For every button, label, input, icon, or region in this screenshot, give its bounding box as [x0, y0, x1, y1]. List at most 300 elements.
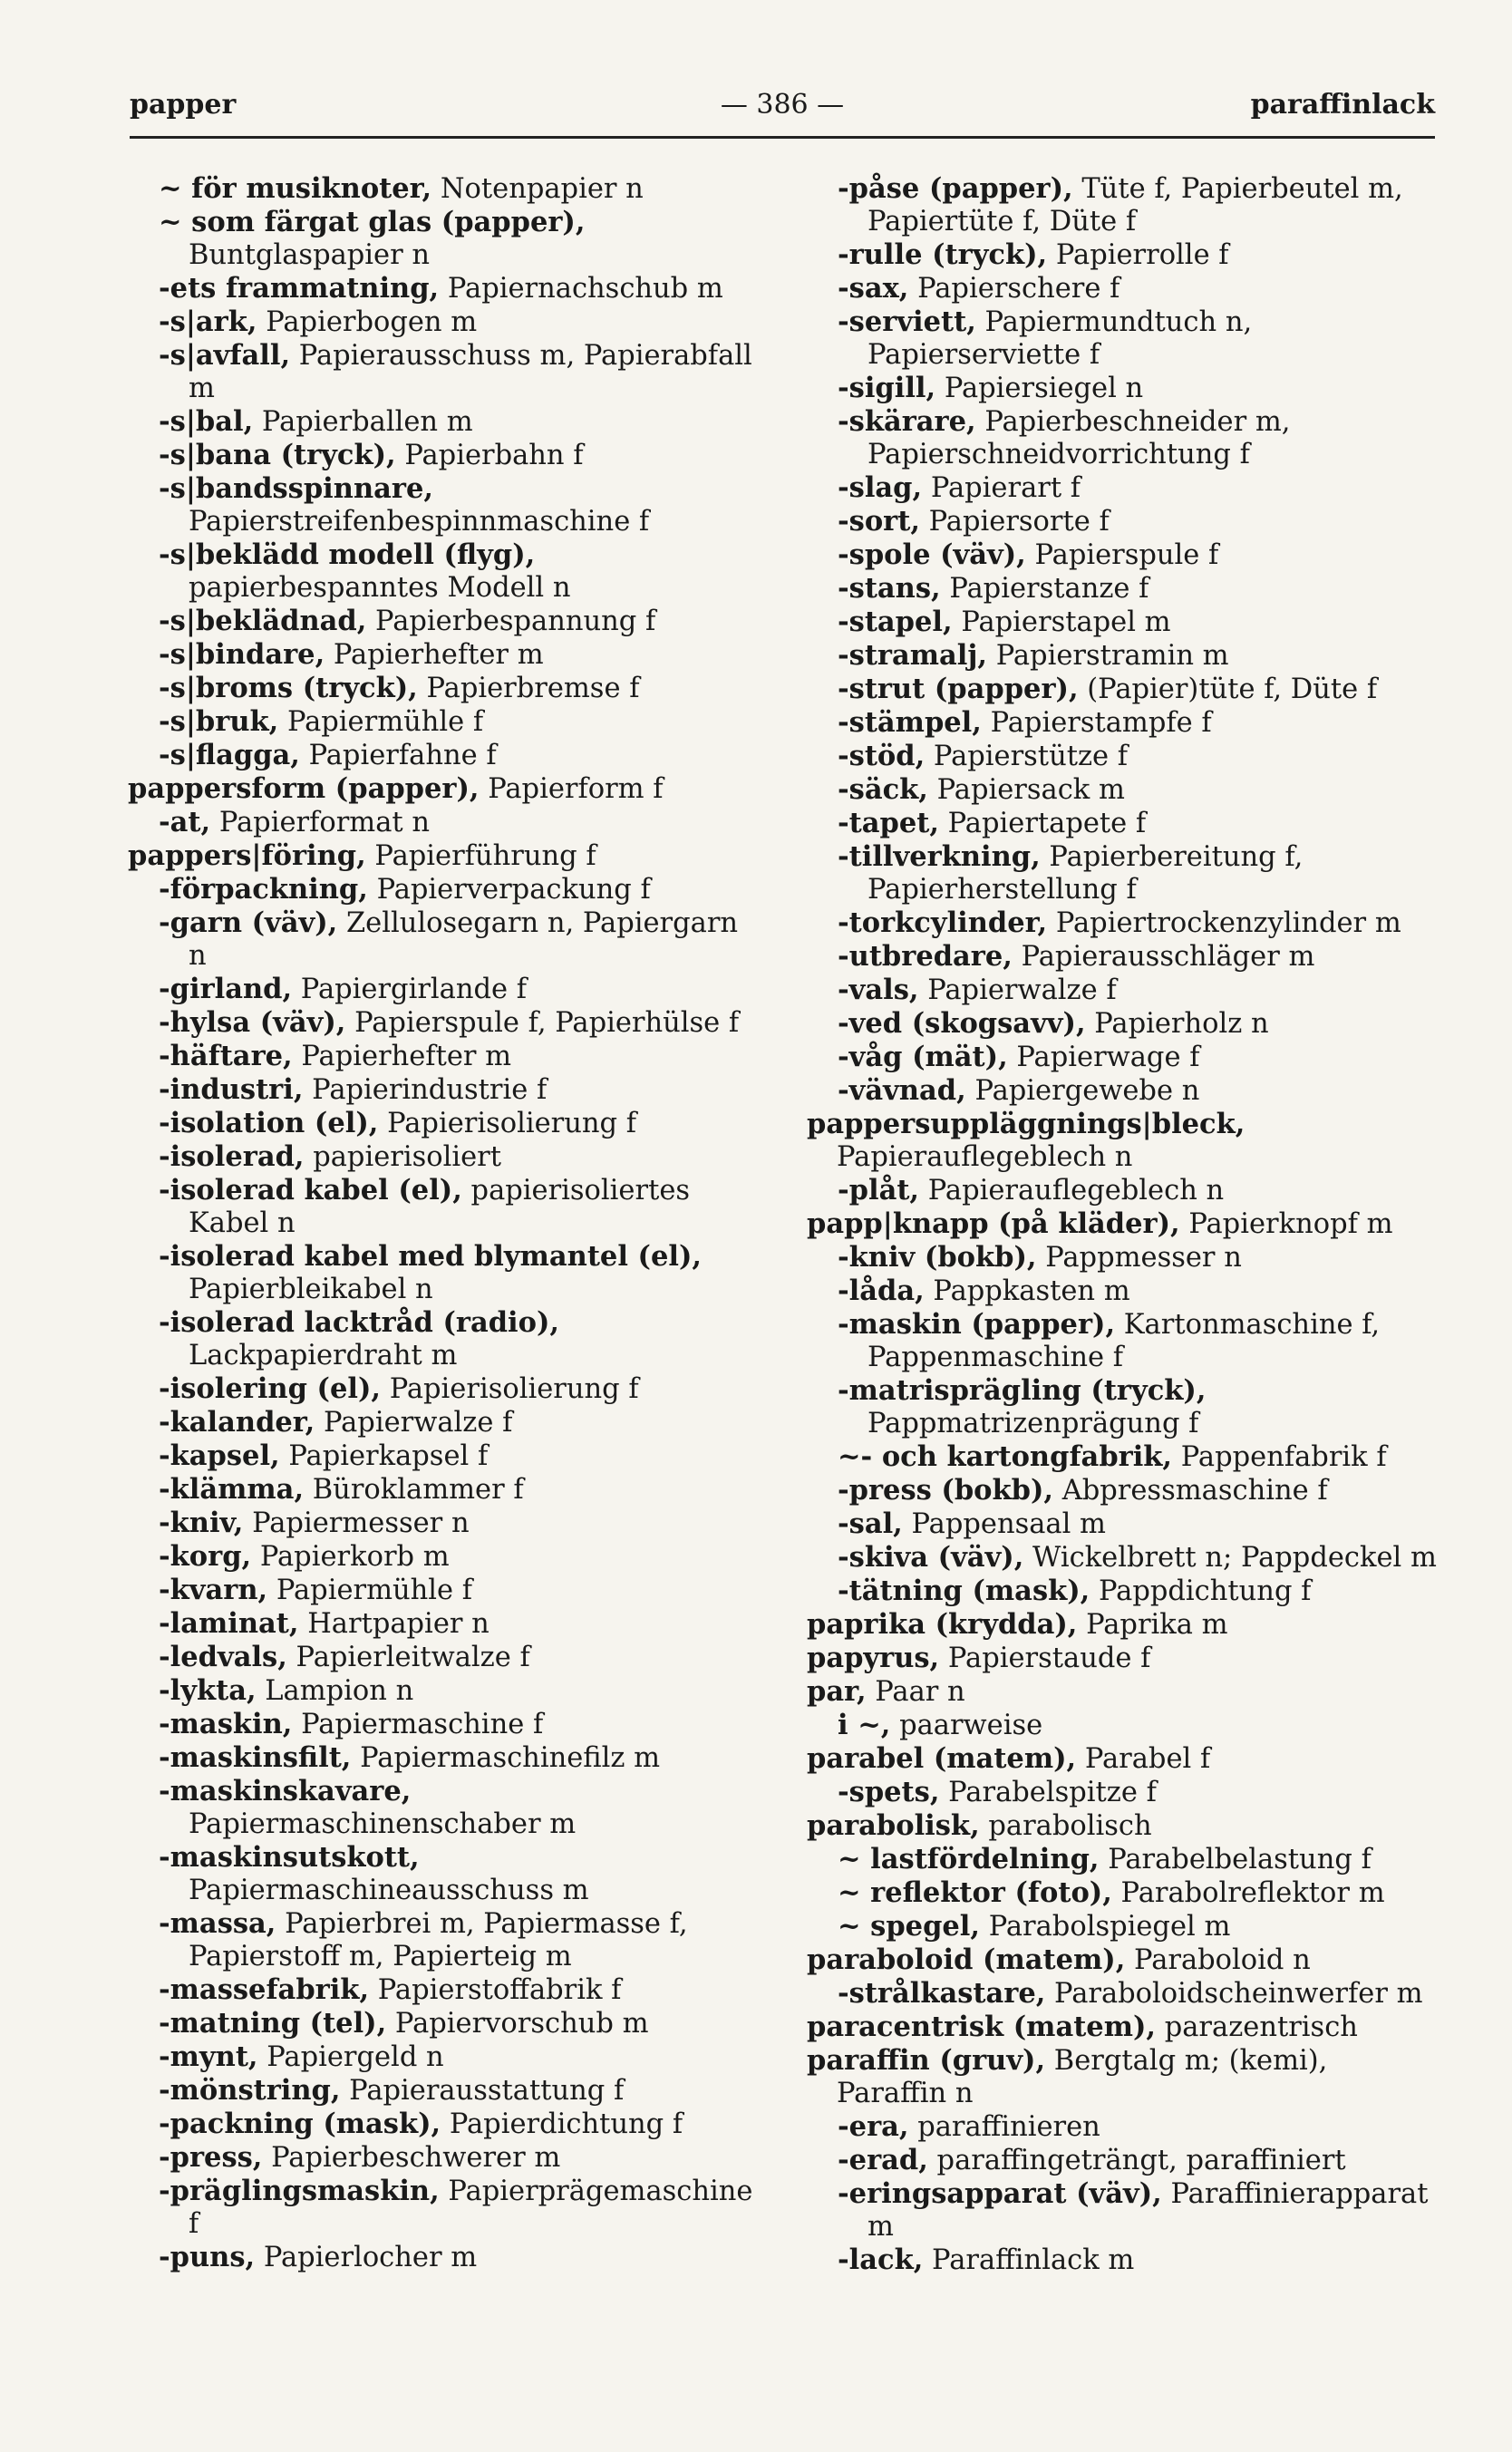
entry-headword: -skärare, — [838, 405, 976, 438]
entry-headword: paprika (krydda), — [807, 1608, 1078, 1641]
dictionary-entry — [807, 940, 1441, 974]
entry-translation: Papierlocher m — [255, 2242, 478, 2273]
dictionary-entry — [807, 639, 1441, 673]
entry-translation: Zellulosegarn n, Papiergarn n — [189, 907, 739, 972]
entry-headword: -at, — [159, 806, 211, 838]
entry-headword: -garn (väv), — [159, 906, 338, 939]
page-number: — 386 — — [720, 89, 845, 121]
dictionary-entry — [807, 840, 1441, 906]
entry-translation: Parabelspitze f — [939, 1777, 1157, 1808]
entry-headword: -tätning (mask), — [838, 1575, 1090, 1607]
entry-headword: -erad, — [838, 2144, 928, 2176]
dictionary-entry — [128, 272, 762, 305]
dictionary-entry — [128, 1073, 762, 1107]
entry-translation: papierisoliertes Kabel n — [189, 1175, 691, 1239]
entry-headword: -spets, — [838, 1776, 940, 1808]
dictionary-entry — [807, 405, 1441, 471]
right-column — [807, 172, 1441, 2277]
entry-translation: Paraffinierapparat m — [867, 2178, 1429, 2243]
dictionary-entry — [128, 705, 762, 739]
entry-headword: -maskinskavare, — [159, 1775, 412, 1808]
dictionary-entry — [807, 1174, 1441, 1207]
dictionary-entry — [128, 806, 762, 839]
entry-translation: Papierbrei m, Papiermasse f, Papierstoff m, Papierteig m — [189, 1908, 688, 1972]
entry-translation: Papiermundtuch n, Papierserviette f — [867, 306, 1253, 371]
entry-translation: Papiergirlande f — [292, 974, 528, 1005]
dictionary-entry — [128, 1006, 762, 1040]
entry-headword: -era, — [838, 2110, 909, 2143]
entry-translation: paarweise — [890, 1710, 1043, 1741]
entry-translation: Papiermesser n — [243, 1507, 470, 1539]
entry-headword: -s|bindare, — [159, 638, 325, 671]
entry-translation: Papierleitwalze f — [286, 1642, 530, 1673]
entry-headword: -isolation (el), — [159, 1107, 379, 1139]
dictionary-entry — [807, 1308, 1441, 1374]
dictionary-entry — [807, 2044, 1441, 2110]
dictionary-entry — [128, 305, 762, 339]
dictionary-entry — [807, 1541, 1441, 1575]
dictionary-entry — [128, 1439, 762, 1473]
dictionary-entry — [128, 172, 762, 206]
entry-headword: -förpackning, — [159, 873, 368, 906]
dictionary-entry — [128, 1507, 762, 1540]
entry-translation: Papierwalze f — [315, 1407, 513, 1439]
dictionary-entry — [807, 1108, 1441, 1174]
dictionary-entry — [128, 839, 762, 873]
entry-translation: Papiernachschub m — [439, 273, 723, 305]
dictionary-entry — [807, 471, 1441, 505]
entry-translation: Papiervorschub m — [386, 2008, 649, 2040]
entry-translation: Paraffinlack m — [923, 2244, 1135, 2276]
entry-translation: Papierauflegeblech n — [837, 1141, 1133, 1173]
entry-headword: -puns, — [159, 2241, 256, 2273]
entry-translation: Paprika m — [1077, 1609, 1228, 1641]
dictionary-entry — [128, 1607, 762, 1641]
entry-translation: Papierbleikabel n — [189, 1274, 433, 1305]
entry-translation: Bergtalg m; (kemi), Paraffin n — [837, 2045, 1328, 2109]
entry-headword: -kalander, — [159, 1406, 315, 1439]
entry-translation: Kartonmaschine f, Pappenmaschine f — [867, 1309, 1381, 1373]
entry-headword: -kvarn, — [159, 1574, 268, 1606]
dictionary-entry — [807, 2144, 1441, 2177]
dictionary-entry — [128, 1240, 762, 1306]
entry-headword: -stramalj, — [838, 639, 988, 672]
entry-headword: -präglingsmaskin, — [159, 2175, 440, 2207]
entry-headword: -sort, — [838, 505, 920, 538]
entry-translation: Papierfahne f — [299, 740, 497, 771]
entry-translation: Papiertapete f — [938, 808, 1147, 839]
dictionary-entry — [807, 2110, 1441, 2144]
entry-translation: Papierspule f, Papierhülse f — [345, 1007, 740, 1039]
dictionary-entry — [807, 1843, 1441, 1876]
dictionary-entry — [128, 538, 762, 605]
dictionary-entry — [807, 2011, 1441, 2044]
entry-headword: ~ reflektor (foto), — [838, 1876, 1112, 1909]
dictionary-entry — [128, 739, 762, 772]
dictionary-entry — [807, 1041, 1441, 1074]
entry-headword: -kapsel, — [159, 1439, 280, 1472]
entry-headword: -våg (mät), — [838, 1041, 1008, 1073]
entry-headword: paraffin (gruv), — [807, 2044, 1046, 2077]
entry-translation: Papiermaschinenschaber m — [189, 1808, 577, 1840]
entry-headword: -kniv, — [159, 1507, 244, 1539]
entry-translation: Papiermaschine f — [292, 1709, 544, 1740]
dictionary-entry — [128, 1473, 762, 1507]
entry-headword: -lack, — [838, 2244, 924, 2276]
dictionary-entry — [128, 1540, 762, 1574]
dictionary-entry — [128, 1708, 762, 1741]
entry-translation: Papierausschuss m, Papierabfall m — [189, 340, 752, 404]
entry-headword: -stans, — [838, 572, 941, 605]
page-header — [130, 89, 1435, 134]
entry-translation: Papierbogen m — [257, 306, 478, 338]
dictionary-entry — [807, 1241, 1441, 1274]
dictionary-entry — [807, 538, 1441, 572]
dictionary-entry — [807, 1440, 1441, 1474]
entry-headword: -tillverkning, — [838, 840, 1041, 873]
entry-headword: -ets frammatning, — [159, 272, 440, 305]
dictionary-entry — [807, 773, 1441, 807]
entry-headword: ~ som färgat glas (papper), — [159, 206, 586, 238]
header-rule — [130, 136, 1435, 139]
entry-headword: -maskinsfilt, — [159, 1741, 352, 1774]
entry-translation: Papierwage f — [1007, 1042, 1200, 1073]
entry-headword: -press (bokb), — [838, 1474, 1054, 1507]
entry-translation: Parabolreflektor m — [1111, 1877, 1385, 1909]
entry-headword: -hylsa (väv), — [159, 1006, 346, 1039]
dictionary-entry — [807, 1977, 1441, 2011]
entry-translation: paraffinieren — [908, 2111, 1100, 2143]
entry-translation: Tüte f, Papierbeutel m, Papiertüte f, Düte f — [867, 173, 1403, 237]
dictionary-entry — [807, 1274, 1441, 1308]
entry-translation: Papierbahn f — [395, 440, 584, 471]
entry-headword: -isolerad, — [159, 1140, 305, 1173]
entry-translation: Paar n — [866, 1676, 965, 1708]
dictionary-entry — [128, 1140, 762, 1174]
entry-translation: Lampion n — [256, 1675, 414, 1707]
entry-translation: Pappmatrizenprägung f — [867, 1408, 1199, 1439]
entry-translation: Papierbeschneider m, Papierschneidvorrichtung f — [867, 406, 1291, 470]
entry-translation: Papierbeschwerer m — [262, 2142, 561, 2174]
entry-headword: pappersuppläggnings|bleck, — [807, 1108, 1245, 1140]
entry-headword: -matning (tel), — [159, 2007, 387, 2040]
entry-headword: -lykta, — [159, 1674, 257, 1707]
entry-headword: -isolering (el), — [159, 1372, 381, 1405]
entry-translation: Papierstütze f — [925, 741, 1129, 772]
dictionary-entry — [128, 1775, 762, 1841]
dictionary-entry — [807, 974, 1441, 1007]
dictionary-entry — [807, 740, 1441, 773]
dictionary-entry — [807, 673, 1441, 706]
dictionary-entry — [807, 505, 1441, 538]
entry-headword: -packning (mask), — [159, 2108, 441, 2140]
entry-headword: -isolerad kabel med blymantel (el), — [159, 1240, 702, 1273]
dictionary-entry — [807, 1608, 1441, 1642]
dictionary-entry — [807, 172, 1441, 238]
dictionary-entry — [128, 638, 762, 672]
entry-headword: ~ för musiknoter, — [159, 172, 432, 205]
running-head-right: paraffinlack — [1250, 89, 1435, 121]
entry-headword: -massa, — [159, 1907, 276, 1940]
dictionary-entry — [807, 1876, 1441, 1910]
dictionary-entry — [807, 1742, 1441, 1776]
entry-headword: -s|flagga, — [159, 739, 300, 771]
entry-translation: Papiergewebe n — [965, 1075, 1200, 1107]
entry-headword: -stöd, — [838, 740, 926, 772]
dictionary-entry — [128, 1406, 762, 1439]
entry-translation: Papierdichtung f — [441, 2108, 683, 2140]
dictionary-entry — [128, 873, 762, 906]
entry-translation: Parabelbelastung f — [1099, 1844, 1371, 1875]
entry-translation: Papiersack m — [927, 774, 1125, 806]
entry-translation: (Papier)tüte f, Düte f — [1078, 674, 1378, 705]
entry-translation: Papierstaude f — [939, 1643, 1151, 1674]
entry-translation: Papierstreifenbespinnmaschine f — [189, 506, 650, 538]
dictionary-entry — [128, 1907, 762, 1973]
entry-translation: Papierführung f — [365, 840, 596, 872]
entry-translation: Pappmesser n — [1036, 1242, 1242, 1274]
entry-headword: -girland, — [159, 973, 293, 1005]
entry-translation: Lackpapierdraht m — [189, 1340, 458, 1371]
entry-headword: -maskin (papper), — [838, 1308, 1116, 1341]
entry-translation: Büroklammer f — [304, 1474, 524, 1506]
dictionary-entry — [128, 1741, 762, 1775]
entry-headword: parabolisk, — [807, 1809, 980, 1842]
entry-translation: Papierknopf m — [1179, 1208, 1393, 1240]
dictionary-entry — [807, 1575, 1441, 1608]
entry-translation: Papierrolle f — [1047, 239, 1229, 271]
entry-translation: Papierbereitung f, Papierherstellung f — [867, 841, 1304, 906]
entry-headword: -vals, — [838, 974, 919, 1006]
entry-headword: -s|avfall, — [159, 339, 291, 372]
entry-headword: -s|beklädnad, — [159, 605, 367, 637]
entry-translation: Paraboloidscheinwerfer m — [1045, 1978, 1423, 2010]
entry-translation: papierbespanntes Modell n — [189, 572, 571, 604]
entry-translation: Papierhefter m — [325, 639, 544, 671]
entry-headword: -kniv (bokb), — [838, 1241, 1037, 1274]
entry-headword: -isolerad lacktråd (radio), — [159, 1306, 560, 1339]
entry-translation: Papiergeld n — [257, 2041, 444, 2073]
entry-headword: -klämma, — [159, 1473, 305, 1506]
dictionary-entry — [128, 1040, 762, 1073]
entry-translation: paraffingeträngt, paraffiniert — [927, 2145, 1346, 2176]
entry-translation: Papierspule f — [1025, 539, 1219, 571]
entry-headword: ~- och kartongfabrik, — [838, 1440, 1173, 1473]
entry-headword: -massefabrik, — [159, 1973, 370, 2006]
entry-headword: -torkcylinder, — [838, 906, 1048, 939]
entry-translation: Papierkapsel f — [279, 1440, 489, 1472]
running-head-left: papper — [130, 89, 237, 121]
entry-headword: -slag, — [838, 471, 923, 504]
entry-headword: -strut (papper), — [838, 673, 1079, 705]
entry-headword: -ved (skogsavv), — [838, 1007, 1086, 1040]
entry-headword: -sax, — [838, 272, 909, 305]
dictionary-entry — [807, 1709, 1441, 1742]
dictionary-entry — [128, 1674, 762, 1708]
dictionary-entry — [807, 706, 1441, 740]
entry-translation: Papierholz n — [1085, 1008, 1269, 1040]
entry-headword: -utbredare, — [838, 940, 1013, 973]
entry-translation: Papierschere f — [908, 273, 1120, 305]
entry-translation: parabolisch — [979, 1810, 1152, 1842]
entry-translation: Paraboloid n — [1125, 1944, 1311, 1976]
entry-headword: -matrisprägling (tryck), — [838, 1374, 1207, 1407]
dictionary-entry — [807, 1809, 1441, 1843]
entry-headword: papp|knapp (på kläder), — [807, 1207, 1180, 1240]
entry-translation: Papierart f — [922, 472, 1081, 504]
dictionary-entry — [128, 1107, 762, 1140]
entry-headword: -s|bruk, — [159, 705, 279, 738]
entry-translation: Papierausschläger m — [1012, 941, 1315, 973]
entry-headword: pappersform (papper), — [128, 772, 480, 805]
entry-translation: Papierballen m — [253, 406, 473, 438]
dictionary-entry — [128, 2108, 762, 2141]
entry-translation: Papiermaschinefilz m — [351, 1742, 661, 1774]
entry-headword: -sigill, — [838, 372, 936, 404]
entry-headword: -rulle (tryck), — [838, 238, 1048, 271]
entry-translation: Papierstampfe f — [981, 707, 1212, 739]
dictionary-entry — [128, 672, 762, 705]
entry-headword: par, — [807, 1675, 867, 1708]
entry-headword: -tapet, — [838, 807, 939, 839]
dictionary-entry — [128, 605, 762, 638]
dictionary-entry — [128, 2007, 762, 2040]
entry-translation: Notenpapier n — [431, 173, 644, 205]
dictionary-entry — [128, 1641, 762, 1674]
dictionary-entry — [807, 1474, 1441, 1507]
dictionary-entry — [128, 772, 762, 806]
dictionary-entry — [807, 1642, 1441, 1675]
dictionary-entry — [807, 606, 1441, 639]
dictionary-entry — [807, 1007, 1441, 1041]
entry-headword: i ~, — [838, 1709, 891, 1741]
entry-headword: -mönstring, — [159, 2074, 341, 2107]
entry-translation: Parabel f — [1076, 1743, 1211, 1775]
dictionary-entry — [807, 372, 1441, 405]
left-column — [128, 172, 762, 2274]
entry-translation: Papierkorb m — [251, 1541, 450, 1573]
entry-headword: ~ lastfördelning, — [838, 1843, 1100, 1875]
dictionary-entry — [128, 2074, 762, 2108]
entry-headword: -plåt, — [838, 1174, 920, 1207]
dictionary-entry — [128, 1574, 762, 1607]
entry-translation: Papierisolierung f — [378, 1108, 637, 1139]
dictionary-entry — [807, 1910, 1441, 1943]
entry-translation: Papiersorte f — [919, 506, 1110, 538]
entry-translation: Wickelbrett n; Pappdeckel m — [1023, 1542, 1437, 1574]
entry-headword: -korg, — [159, 1540, 252, 1573]
entry-headword: -s|bal, — [159, 405, 254, 438]
entry-headword: -s|broms (tryck), — [159, 672, 418, 704]
entry-headword: -stämpel, — [838, 706, 982, 739]
entry-translation: Papierbespannung f — [366, 606, 656, 637]
dictionary-entry — [807, 906, 1441, 940]
entry-headword: papyrus, — [807, 1642, 940, 1674]
dictionary-entry — [807, 238, 1441, 272]
entry-headword: -mynt, — [159, 2040, 258, 2073]
entry-translation: Abpressmaschine f — [1053, 1475, 1328, 1507]
dictionary-entry — [807, 1675, 1441, 1709]
entry-translation: Papierstapel m — [952, 606, 1171, 638]
dictionary-entry — [128, 405, 762, 439]
entry-headword: -s|bandsspinnare, — [159, 472, 433, 505]
dictionary-entry — [807, 807, 1441, 840]
entry-headword: -spole (väv), — [838, 538, 1026, 571]
entry-headword: ~ spegel, — [838, 1910, 981, 1943]
entry-headword: -s|ark, — [159, 305, 257, 338]
entry-translation: Papierform f — [479, 773, 664, 805]
dictionary-entry — [128, 1841, 762, 1907]
dictionary-entry — [807, 272, 1441, 305]
entry-headword: -s|beklädd modell (flyg), — [159, 538, 536, 571]
entry-headword: -påse (papper), — [838, 172, 1073, 205]
entry-translation: Papierprägemaschine f — [189, 2176, 753, 2240]
dictionary-entry — [128, 2141, 762, 2175]
entry-translation: Papiermühle f — [267, 1575, 473, 1606]
entry-headword: -stapel, — [838, 606, 953, 638]
dictionary-entry — [128, 339, 762, 405]
entry-headword: -maskin, — [159, 1708, 293, 1740]
entry-translation: Papierhefter m — [292, 1041, 512, 1072]
entry-translation: Papierausstattung f — [340, 2075, 625, 2107]
dictionary-entry — [128, 2040, 762, 2074]
entry-translation: parazentrisch — [1156, 2011, 1358, 2043]
dictionary-entry — [128, 1174, 762, 1240]
entry-translation: Pappenfabrik f — [1172, 1441, 1387, 1473]
entry-translation: Parabolspiegel m — [980, 1911, 1231, 1943]
entry-headword: -låda, — [838, 1274, 925, 1307]
dictionary-entry — [807, 1074, 1441, 1108]
entry-headword: -press, — [159, 2141, 263, 2174]
dictionary-entry — [807, 1776, 1441, 1809]
entry-translation: Papierverpackung f — [367, 874, 651, 906]
entry-translation: Papierindustrie f — [303, 1074, 548, 1106]
entry-translation: Papierstramin m — [987, 640, 1229, 672]
dictionary-entry — [128, 1372, 762, 1406]
entry-translation: Buntglaspapier n — [189, 239, 431, 271]
entry-headword: -säck, — [838, 773, 928, 806]
entry-headword: paraboloid (matem), — [807, 1943, 1126, 1976]
entry-translation: Papiersiegel n — [935, 373, 1144, 404]
entry-translation: Papierformat n — [210, 807, 431, 838]
entry-headword: -isolerad kabel (el), — [159, 1174, 462, 1207]
entry-translation: Papiertrockenzylinder m — [1047, 907, 1401, 939]
dictionary-entry — [128, 973, 762, 1006]
dictionary-entry — [128, 1973, 762, 2007]
entry-translation: Papierstoffabrik f — [369, 1974, 622, 2006]
entry-translation: Papiermühle f — [278, 706, 484, 738]
dictionary-entry — [128, 2175, 762, 2241]
dictionary-entry — [807, 305, 1441, 372]
entry-headword: -vävnad, — [838, 1074, 966, 1107]
entry-translation: Papierwalze f — [918, 974, 1117, 1006]
dictionary-entry — [807, 1507, 1441, 1541]
dictionary-entry — [128, 206, 762, 272]
entry-headword: -skiva (väv), — [838, 1541, 1024, 1574]
entry-translation: Papierstanze f — [940, 573, 1149, 605]
dictionary-entry — [128, 439, 762, 472]
entry-headword: -sal, — [838, 1507, 903, 1540]
entry-headword: -eringsapparat (väv), — [838, 2177, 1162, 2210]
entry-translation: Hartpapier n — [298, 1608, 489, 1640]
dictionary-entry — [807, 2177, 1441, 2244]
entry-headword: -industri, — [159, 1073, 304, 1106]
dictionary-entry — [807, 1207, 1441, 1241]
entry-translation: Papierbremse f — [417, 673, 640, 704]
dictionary-entry — [128, 472, 762, 538]
entry-headword: paracentrisk (matem), — [807, 2011, 1157, 2043]
entry-headword: parabel (matem), — [807, 1742, 1077, 1775]
